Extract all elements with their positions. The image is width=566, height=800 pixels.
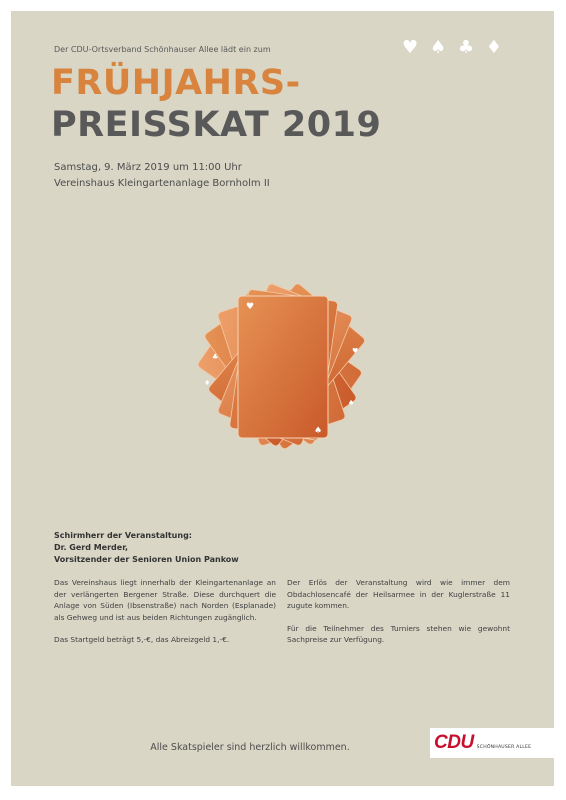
patron-heading: Schirmherr der Veranstaltung: <box>54 531 192 540</box>
card-suits <box>402 37 502 59</box>
card-spade-small-icon: ♠ <box>348 399 355 407</box>
location-paragraph: Das Vereinshaus liegt innerhalb der Kleingartenanlage an der verlängerten Bergener Straße. Diese durchquert die Anlage von Süden (Ibsenstraße) nach Norden (Esplanade) als Gehweg und ist aus beiden Richtungen zugänglich. <box>54 578 276 622</box>
info-column-left <box>54 577 276 657</box>
prizes-paragraph: Für die Teilnehmer des Turniers stehen wie gewohnt Sachpreise zur Verfügung. <box>287 623 510 645</box>
proceeds-paragraph: Der Erlös der Veranstaltung wird wie immer dem Obdachlosencafé der Heilsarmee in der Kuglerstraße 11 zugute kommen. <box>287 578 510 611</box>
intro-text: Der CDU-Ortsverband Schönhauser Allee lädt ein zum <box>54 45 271 54</box>
card-club-icon: ♣ <box>212 353 219 361</box>
cdu-logo <box>430 728 554 758</box>
spade-icon: ♠ <box>429 37 447 58</box>
title-line-1: FRÜHJAHRS- <box>51 63 301 103</box>
card-heart-icon: ♥ <box>246 302 255 312</box>
patron-name: Dr. Gerd Merder, <box>54 543 129 552</box>
playing-cards-illustration <box>190 275 380 460</box>
patron-block <box>54 530 284 566</box>
club-icon: ♣ <box>457 37 475 58</box>
card-heart-small-icon: ♥ <box>352 347 359 355</box>
heart-icon: ♥ <box>402 37 419 58</box>
card-spade-icon: ♠ <box>314 426 323 436</box>
cdu-logo-subtitle: SCHÖNHAUSER ALLEE <box>476 745 532 750</box>
card-front <box>238 296 328 438</box>
cdu-logo-text: CDU <box>434 732 474 753</box>
footer-text: Alle Skatspieler sind herzlich willkommen. <box>150 742 350 753</box>
patron-role: Vorsitzender der Senioren Union Pankow <box>54 555 239 564</box>
card-diamond-icon: ♦ <box>204 379 211 387</box>
event-date: Samstag, 9. März 2019 um 11:00 Uhr <box>54 162 242 173</box>
diamond-icon: ♦ <box>485 37 502 58</box>
info-column-right <box>287 577 510 657</box>
fee-paragraph: Das Startgeld beträgt 5,-€, das Abreizgeld 1,-€. <box>54 635 230 645</box>
title-line-2: PREISSKAT 2019 <box>51 105 382 145</box>
event-venue: Vereinshaus Kleingartenanlage Bornholm II <box>54 178 270 189</box>
